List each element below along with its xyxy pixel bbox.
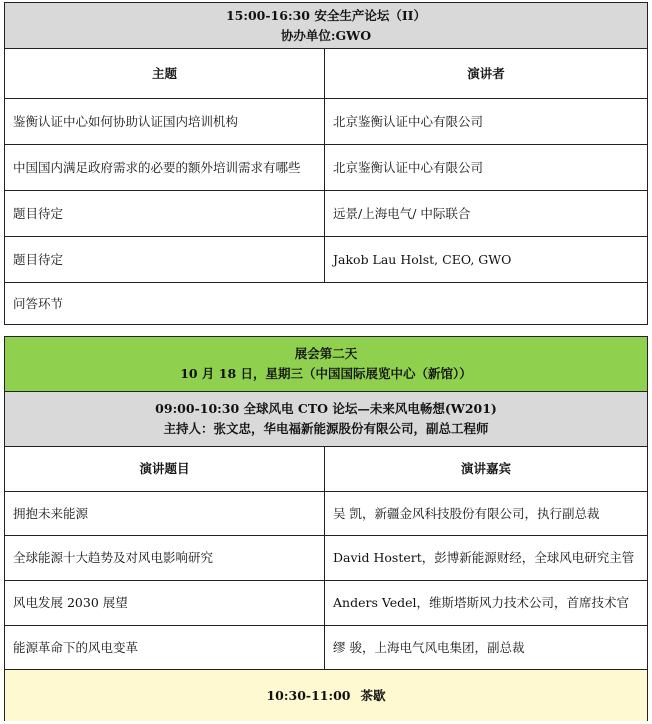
- tea-break-cell: [5, 670, 647, 721]
- table-row: [5, 625, 647, 669]
- forum-co-organizer: 协办单位:GWO: [280, 27, 372, 43]
- speaker-cell: Jakob Lau Holst, CEO, GWO: [333, 251, 512, 267]
- table-row: [5, 535, 647, 580]
- table-row: [5, 580, 647, 625]
- topic-cell: 中国国内满足政府需求的必要的额外培训需求有哪些: [5, 145, 325, 190]
- safety-forum-table: [4, 2, 648, 325]
- forum-header: [5, 3, 647, 48]
- speaker-cell: 吴 凯，新疆金风科技股份有限公司，执行副总裁: [333, 505, 600, 521]
- forum-header-row: [5, 391, 647, 446]
- topic-cell: 风电发展 2030 展望: [5, 581, 325, 625]
- table-row: [5, 144, 647, 190]
- forum-header-row: [5, 3, 647, 48]
- speaker-cell: 北京鉴衡认证中心有限公司: [333, 159, 484, 175]
- column-header-topic: 主题: [5, 49, 325, 98]
- day-date: 10 月 18 日，星期三（中国国际展览中心（新馆））: [180, 366, 472, 381]
- forum-header: [5, 392, 647, 446]
- day-header: [5, 337, 647, 391]
- table-row: [5, 190, 647, 236]
- speaker-cell: David Hostert，彭博新能源财经，全球风电研究主管: [333, 550, 635, 565]
- column-header-topic: 演讲题目: [5, 447, 325, 491]
- topic-cell: 能源革命下的风电变革: [5, 626, 325, 669]
- forum-title: 15:00-16:30 安全生产论坛（II）: [225, 7, 427, 23]
- day-title: 展会第二天: [294, 346, 358, 361]
- column-header-speaker: 演讲嘉宾: [460, 461, 511, 476]
- topic-cell: 拥抱未来能源: [5, 492, 325, 535]
- tea-break-row: [5, 669, 647, 721]
- qa-row: [5, 282, 647, 324]
- forum-host: 主持人：张文忠，华电福新能源股份有限公司，副总工程师: [163, 421, 489, 436]
- table-row: [5, 236, 647, 282]
- tea-break-label: 茶歇: [360, 687, 386, 703]
- speaker-cell: Anders Vedel，维斯塔斯风力技术公司，首席技术官: [333, 595, 630, 610]
- speaker-cell: 远景/上海电气/ 中际联合: [333, 205, 471, 221]
- speaker-cell: 北京鉴衡认证中心有限公司: [333, 113, 484, 129]
- forum-title: 09:00-10:30 全球风电 CTO 论坛—未来风电畅想(W201): [155, 401, 497, 416]
- table-header-row: [5, 48, 647, 98]
- qa-cell: 问答环节: [13, 295, 64, 311]
- table-row: [5, 491, 647, 535]
- topic-cell: 题目待定: [5, 191, 325, 236]
- topic-cell: 全球能源十大趋势及对风电影响研究: [5, 536, 325, 580]
- table-header-row: [5, 446, 647, 491]
- table-row: [5, 98, 647, 144]
- topic-cell: 鉴衡认证中心如何协助认证国内培训机构: [5, 99, 325, 144]
- speaker-cell: 缪 骏，上海电气风电集团，副总裁: [333, 639, 525, 655]
- day2-forum-table: [4, 336, 648, 721]
- tea-break-time: 10:30-11:00: [266, 687, 351, 703]
- column-header-speaker: 演讲者: [467, 65, 505, 81]
- day-header-row: [5, 337, 647, 391]
- topic-cell: 题目待定: [5, 237, 325, 282]
